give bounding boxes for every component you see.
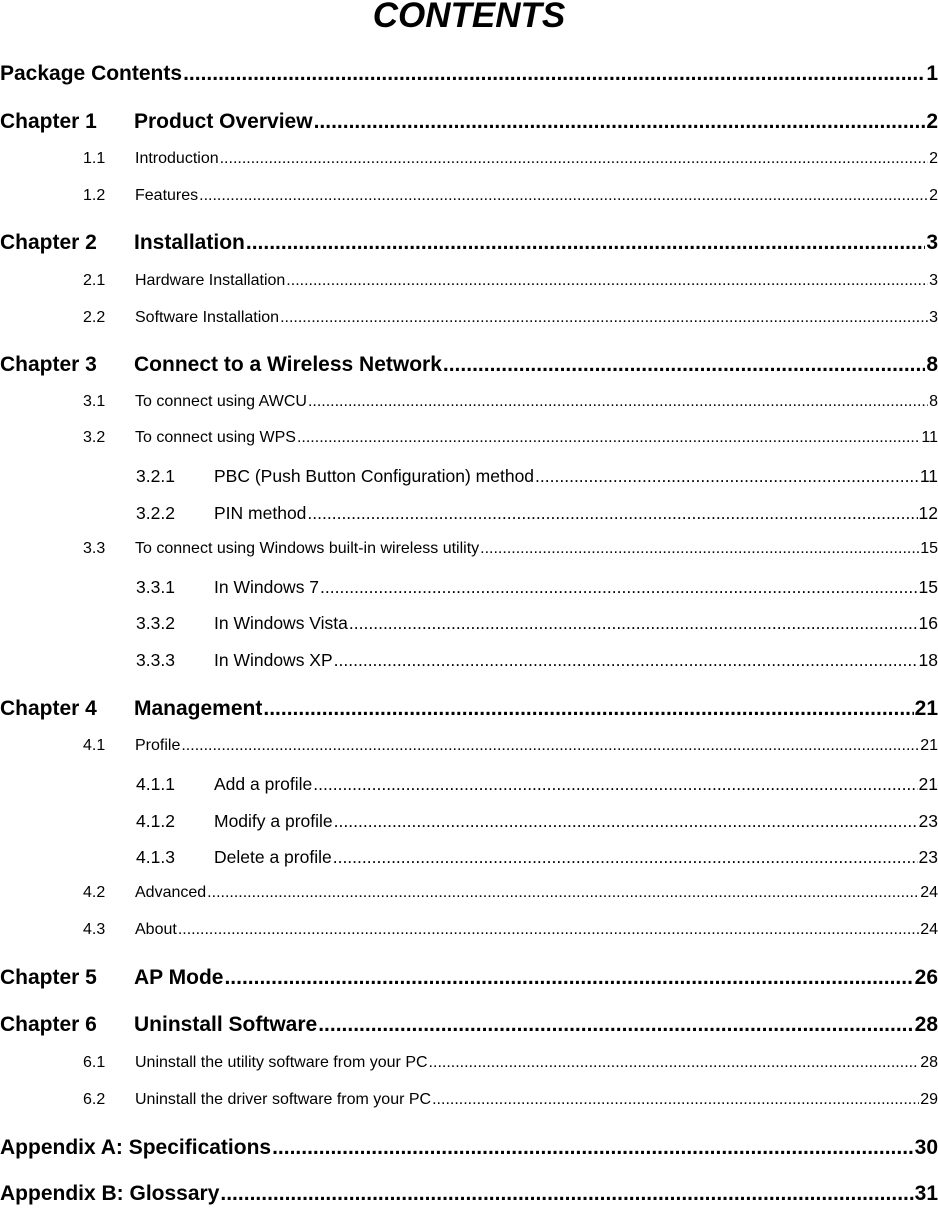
dot-leader <box>224 966 913 990</box>
toc-entry-page: 28 <box>920 1054 938 1071</box>
dot-leader <box>220 1182 913 1206</box>
toc-entry[interactable] <box>136 650 938 671</box>
toc-entry-number: 3.3.1 <box>136 577 175 597</box>
toc-entry-page: 18 <box>918 650 938 670</box>
toc-entry-page: 8 <box>926 353 938 376</box>
dot-leader <box>280 309 928 327</box>
toc-entry[interactable] <box>83 540 938 558</box>
dot-leader <box>178 921 919 939</box>
toc-entry-label: Introduction <box>135 150 219 167</box>
toc-entry[interactable] <box>0 231 938 255</box>
toc-entry-number: 2.1 <box>83 272 106 289</box>
toc-entry-number: 4.1 <box>83 737 106 754</box>
toc-entry-number: Chapter 2 <box>0 231 97 254</box>
toc-entry-label: Connect to a Wireless Network <box>134 353 442 376</box>
toc-entry-number: 2.2 <box>83 309 106 326</box>
toc-entry-page: 2 <box>926 110 938 133</box>
toc-entry[interactable] <box>83 737 938 755</box>
toc-entry-page: 16 <box>918 613 938 633</box>
toc-entry-number: 3.3.3 <box>136 650 175 670</box>
toc-entry-page: 29 <box>920 1091 938 1108</box>
toc-entry[interactable] <box>0 62 938 86</box>
dot-leader <box>220 150 928 168</box>
toc-entry-label: Advanced <box>135 884 207 901</box>
dot-leader <box>320 577 917 598</box>
toc-entry-label: Product Overview <box>134 110 313 133</box>
dot-leader <box>183 62 925 86</box>
toc-entry-number: 4.1.1 <box>136 774 175 794</box>
toc-entry[interactable] <box>83 187 938 205</box>
toc-entry-page: 8 <box>929 393 938 410</box>
toc-entry-label: Software Installation <box>135 309 280 326</box>
toc-entry[interactable] <box>83 272 938 290</box>
toc-entry-page: 1 <box>926 62 938 85</box>
toc-entry-label: Uninstall the utility software from your PC <box>135 1054 428 1071</box>
toc-entry-label: Delete a profile <box>214 847 332 867</box>
toc-entry[interactable] <box>0 966 938 990</box>
toc-entry-label: In Windows Vista <box>214 613 348 633</box>
toc-entry[interactable] <box>83 884 938 902</box>
toc-entry-number: 6.2 <box>83 1091 106 1108</box>
toc-entry[interactable] <box>0 1013 938 1037</box>
toc-entry-number: Chapter 5 <box>0 966 97 989</box>
toc-entry[interactable] <box>136 847 938 868</box>
dot-leader <box>429 1054 920 1072</box>
toc-entry-number: 3.3.2 <box>136 613 175 633</box>
dot-leader <box>334 811 918 832</box>
toc-entry-page: 3 <box>929 309 938 326</box>
toc-entry-page: 28 <box>914 1013 938 1036</box>
toc-entry-number: Chapter 6 <box>0 1013 97 1036</box>
toc-entry-label: Features <box>135 187 199 204</box>
toc-entry[interactable] <box>136 774 938 795</box>
toc-entry-label: Hardware Installation <box>135 272 286 289</box>
toc-entry[interactable] <box>0 353 938 377</box>
toc-entry-number: 1.2 <box>83 187 106 204</box>
toc-entry-page: 30 <box>914 1136 938 1159</box>
dot-leader <box>334 650 918 671</box>
toc-entry-label: Uninstall the driver software from your PC <box>135 1091 432 1108</box>
toc-entry[interactable] <box>83 429 938 447</box>
toc-entry-number: 1.1 <box>83 150 106 167</box>
dot-leader <box>207 884 919 902</box>
toc-entry[interactable] <box>136 577 938 598</box>
toc-entry-label: Appendix A: Specifications <box>0 1136 272 1159</box>
toc-entry[interactable] <box>136 613 938 634</box>
toc-entry-label: PBC (Push Button Configuration) method <box>214 466 535 486</box>
toc-entry[interactable] <box>0 110 938 134</box>
dot-leader <box>480 540 919 558</box>
toc-entry-page: 21 <box>914 697 938 720</box>
toc-entry-page: 11 <box>919 466 938 486</box>
toc-entry-number: 3.3 <box>83 540 106 557</box>
toc-entry-page: 23 <box>918 811 938 831</box>
toc-entry-label: Add a profile <box>214 774 313 794</box>
toc-entry-page: 24 <box>920 884 938 901</box>
toc-entry-label: Installation <box>134 231 245 254</box>
toc-entry-number: 4.3 <box>83 921 106 938</box>
toc-entry-page: 2 <box>929 150 938 167</box>
toc-entry-page: 21 <box>918 774 938 794</box>
toc-entry-page: 26 <box>914 966 938 989</box>
toc-entry[interactable] <box>0 697 938 721</box>
toc-entry[interactable] <box>136 503 938 524</box>
dot-leader <box>286 272 928 290</box>
toc-entry-label: Appendix B: Glossary <box>0 1182 220 1205</box>
toc-entry-number: 3.2.1 <box>136 466 175 486</box>
toc-entry[interactable] <box>83 1091 938 1109</box>
toc-entry-label: Profile <box>135 737 181 754</box>
toc-entry-page: 23 <box>918 847 938 867</box>
dot-leader <box>443 353 925 377</box>
toc-entry-number: 3.2.2 <box>136 503 175 523</box>
toc-entry-label: AP Mode <box>134 966 224 989</box>
dot-leader <box>246 231 925 255</box>
toc-entry-page: 11 <box>921 429 938 446</box>
dot-leader <box>199 187 928 205</box>
toc-entry[interactable] <box>0 1182 938 1206</box>
toc-entry-page: 15 <box>920 540 938 557</box>
dot-leader <box>318 1013 913 1037</box>
toc-entry-number: 4.1.2 <box>136 811 175 831</box>
toc-entry-page: 15 <box>918 577 938 597</box>
dot-leader <box>308 393 928 411</box>
toc-entry-label: About <box>135 921 177 938</box>
toc-entry-label: In Windows 7 <box>214 577 320 597</box>
toc-entry-page: 31 <box>914 1182 938 1205</box>
dot-leader <box>313 774 917 795</box>
toc-entry-label: To connect using Windows built-in wireless utility <box>135 540 480 557</box>
dot-leader <box>349 613 918 634</box>
dot-leader <box>333 847 918 868</box>
toc-entry-label: PIN method <box>214 503 307 523</box>
toc-entry[interactable] <box>136 466 938 487</box>
toc-entry[interactable] <box>83 150 938 168</box>
toc-entry-label: Management <box>134 697 263 720</box>
dot-leader <box>535 466 919 487</box>
toc-entry-number: 6.1 <box>83 1054 106 1071</box>
toc-entry-page: 3 <box>926 231 938 254</box>
toc-entry-label: Modify a profile <box>214 811 333 831</box>
dot-leader <box>297 429 920 447</box>
toc-entry-page: 24 <box>920 921 938 938</box>
dot-leader <box>307 503 917 524</box>
toc-entry-number: Chapter 1 <box>0 110 97 133</box>
dot-leader <box>181 737 919 755</box>
toc-entry[interactable] <box>83 1054 938 1072</box>
toc-entry-page: 21 <box>920 737 938 754</box>
toc-entry[interactable] <box>83 921 938 939</box>
toc-entry[interactable] <box>136 811 938 832</box>
dot-leader <box>272 1136 914 1160</box>
toc-entry-label: Package Contents <box>0 62 183 85</box>
toc-entry-number: 3.1 <box>83 393 106 410</box>
page-title: CONTENTS <box>372 0 566 35</box>
toc-entry-number: 4.2 <box>83 884 106 901</box>
toc-entry[interactable] <box>83 309 938 327</box>
toc-entry[interactable] <box>83 393 938 411</box>
dot-leader <box>263 697 913 721</box>
toc-entry-number: Chapter 3 <box>0 353 97 376</box>
toc-entry-number: 3.2 <box>83 429 106 446</box>
toc-entry-label: To connect using WPS <box>135 429 296 446</box>
toc-entry-label: In Windows XP <box>214 650 333 670</box>
toc-entry-label: To connect using AWCU <box>135 393 307 410</box>
dot-leader <box>314 110 926 134</box>
toc-entry-page: 2 <box>929 187 938 204</box>
toc-entry-page: 12 <box>918 503 938 523</box>
dot-leader <box>432 1091 919 1109</box>
toc-entry-number: Chapter 4 <box>0 697 97 720</box>
toc-entry-page: 3 <box>929 272 938 289</box>
toc-entry-label: Uninstall Software <box>134 1013 318 1036</box>
toc-entry[interactable] <box>0 1136 938 1160</box>
toc-entry-number: 4.1.3 <box>136 847 175 867</box>
